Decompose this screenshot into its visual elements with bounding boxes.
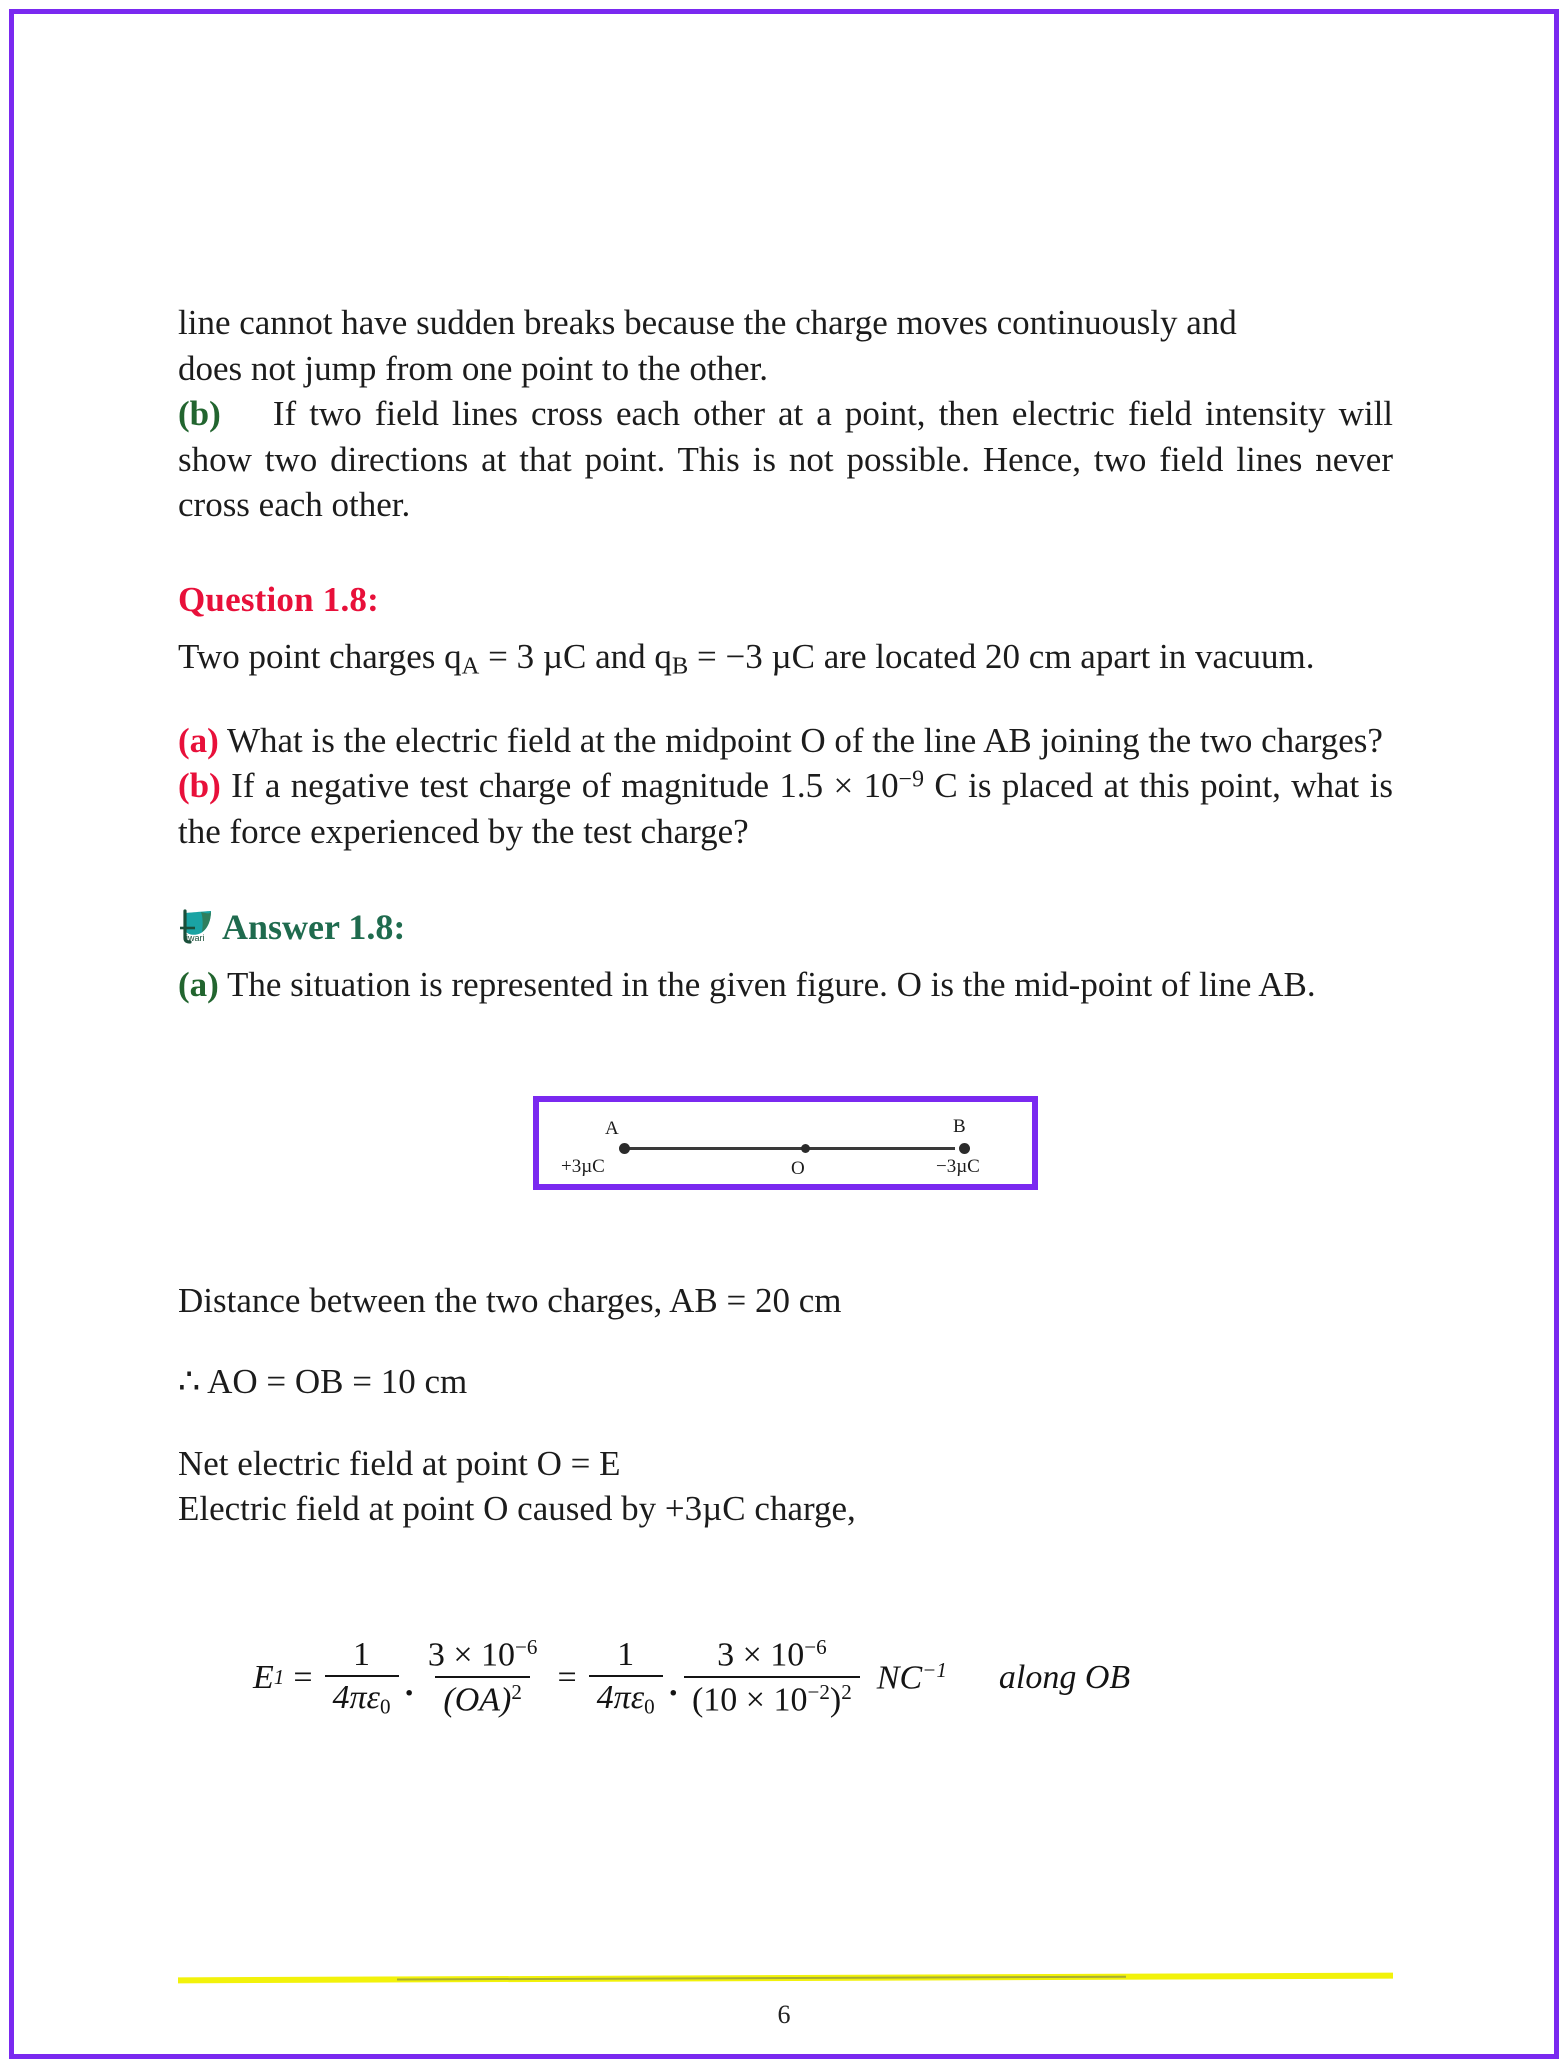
eq-term1-numerator: 1 [353,1635,370,1673]
eq-term1-den-sub: 0 [379,1694,391,1719]
eq-term4-fraction [684,1636,860,1720]
eq-term4-den-inner-exp: −2 [807,1680,830,1705]
eq-dot-2: · [667,1675,679,1713]
answer-part-a-label: (a) [178,965,219,1005]
question-part-a-text: What is the electric field at the midpoint O of the line AB joining the two charges? [226,720,1383,760]
eq-term3-fraction [589,1637,663,1719]
net-field-line: Net electric field at point O = E [178,1443,621,1483]
top-item-b [178,391,1393,528]
eq-term4-numerator [709,1636,835,1676]
question-part-b-exponent: −9 [898,766,924,793]
spacer [178,1584,1393,1636]
page-content [178,300,1393,1719]
eq-lhs-subscript: 1 [273,1665,285,1690]
point-a-marker [619,1143,630,1154]
eq-term1-den-text: 4πε [332,1679,380,1717]
question-stem [178,634,1393,682]
figure-label-o: O [791,1157,805,1179]
eq-term1-fraction [325,1637,399,1719]
eq-unit-text: NC [876,1659,923,1697]
continuation-line-1: line cannot have sudden breaks because the charge moves continuously and [178,303,1237,342]
tiwari-leaf-logo-icon [178,908,218,946]
ab-line [624,1147,955,1150]
equation-e1 [178,1636,1393,1720]
spacer [178,948,1393,962]
charge-diagram [533,1096,1038,1190]
eq-term3-denominator [589,1675,663,1718]
figure-label-a: A [605,1117,619,1139]
question-part-b [178,763,1393,854]
question-part-b-text-2: C is placed at this point, what is the force experienced by the test charge? [178,766,1393,851]
footer-rule [178,1973,1393,1984]
eq-dot-1: · [403,1675,415,1713]
spacer [178,1242,1393,1278]
spacer [178,682,1393,718]
question-stem-suffix: = −3 µC are located 20 cm apart in vacuum. [688,636,1315,676]
question-heading: Question 1.8: [178,579,379,619]
eq-term4-denominator [684,1676,860,1719]
spacer [178,1008,1393,1060]
top-item-b-label: (b) [178,394,221,433]
spacer [178,1060,1393,1096]
eq-unit [877,1658,947,1698]
eq-term2-fraction [420,1636,546,1720]
eq-term2-num-text: 3 × 10 [427,1636,516,1674]
svg-text:iwari: iwari [186,933,205,944]
page-number: 6 [777,2000,791,2029]
spacer [178,1532,1393,1584]
eq-equals-2: = [557,1658,577,1696]
eq-unit-exp: −1 [922,1657,947,1682]
spacer [178,854,1393,906]
caused-by-line: Electric field at point O caused by +3µC charge, [178,1489,856,1529]
answer-part-a-text: The situation is represented in the given figure. O is the mid-point of line AB. [226,965,1316,1005]
eq-direction: along OB [998,1658,1131,1696]
continuation-paragraph [178,300,1393,391]
eq-term3-numerator: 1 [617,1635,635,1673]
eq-lhs-symbol: E [253,1658,274,1696]
eq-term3-den-sub: 0 [644,1694,655,1719]
eq-term4-den-exp: 2 [841,1680,852,1705]
question-stem-prefix: Two point charges q [178,636,462,676]
eq-term2-den-text: (OA) [443,1681,512,1719]
eq-term1-denominator [325,1675,399,1718]
top-item-b-text: If two field lines cross each other at a point, then electric field intensity will show two directions at that point. This is not possible. Hence, two field lines never cross each other. [178,394,1394,524]
spacer [178,1405,1393,1441]
figure-label-b: B [953,1115,966,1137]
point-o-marker [801,1144,810,1153]
eq-term2-num-exp: −6 [515,1634,538,1659]
continuation-line-2: does not jump from one point to the other. [178,348,769,388]
figure-charge-a: +3µC [561,1155,605,1177]
question-part-a-label: (a) [178,720,219,760]
eq-term4-num-exp: −6 [804,1634,827,1659]
eq-term2-den-exp: 2 [511,1680,522,1705]
question-stem-mid: = 3 µC and q [479,636,672,676]
eq-equals-1: = [293,1658,313,1696]
eq-term2-numerator [420,1636,546,1676]
spacer [178,528,1393,580]
point-b-marker [959,1143,970,1154]
eq-term4-den-pre: (10 × 10 [691,1681,808,1719]
question-part-b-text-1: If a negative test charge of magnitude 1.5 × 10 [231,766,899,806]
eq-term2-denominator [435,1676,530,1719]
eq-term4-den-post: ) [829,1681,842,1719]
answer-part-a [178,962,1393,1008]
figure-charge-b: −3µC [936,1155,980,1177]
spacer [178,620,1393,634]
ao-ob-line: ∴ AO = OB = 10 cm [178,1362,468,1402]
question-sub-a: A [461,651,480,679]
spacer [178,1323,1393,1359]
question-part-b-label: (b) [178,766,221,806]
eq-term3-den-text: 4πε [596,1679,645,1717]
figure-wrapper [178,1096,1393,1190]
question-part-a [178,718,1393,764]
question-sub-b: B [671,651,689,679]
spacer [178,1190,1393,1242]
distance-line: Distance between the two charges, AB = 20 cm [178,1280,842,1320]
answer-heading-row [178,906,1393,948]
answer-heading: Answer 1.8: [222,907,406,948]
eq-term4-num-text: 3 × 10 [717,1636,805,1674]
